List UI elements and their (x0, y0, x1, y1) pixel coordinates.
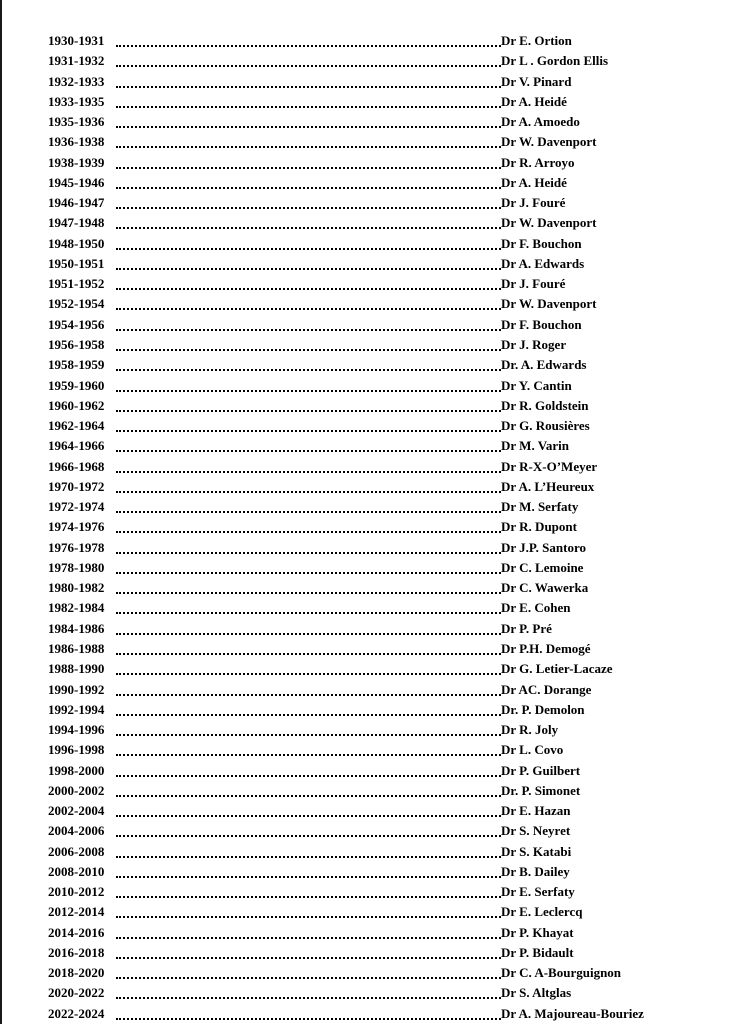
term-years: 1996-1998 (48, 742, 105, 758)
dot-leader (116, 977, 501, 979)
list-item (48, 213, 688, 233)
list-item (48, 132, 688, 152)
term-years: 1935-1936 (48, 114, 105, 130)
president-name: Dr P. Khayat (501, 924, 574, 940)
list-item (48, 254, 688, 274)
list-item (48, 436, 688, 456)
president-name: Dr A. L’Heureux (501, 478, 595, 494)
dot-leader (116, 65, 501, 67)
president-name: Dr R. Arroyo (501, 154, 575, 170)
term-years: 2018-2020 (48, 965, 105, 981)
term-years: 1966-1968 (48, 458, 105, 474)
president-name: Dr C. Wawerka (501, 580, 589, 596)
term-years: 1986-1988 (48, 640, 105, 656)
term-years: 1958-1959 (48, 357, 105, 373)
president-name: Dr R. Joly (501, 722, 559, 738)
list-item (48, 842, 688, 862)
term-years: 2006-2008 (48, 843, 105, 859)
term-years: 1960-1962 (48, 397, 105, 413)
dot-leader (116, 572, 501, 574)
president-name: Dr R-X-O’Meyer (501, 458, 598, 474)
list-item (48, 963, 688, 983)
list-item (48, 51, 688, 71)
president-name: Dr L . Gordon Ellis (501, 53, 609, 69)
term-years: 1974-1976 (48, 519, 105, 535)
list-item (48, 862, 688, 882)
dot-leader (116, 126, 501, 128)
list-item (48, 639, 688, 659)
dot-leader (116, 997, 501, 999)
term-years: 1947-1948 (48, 215, 105, 231)
dot-leader (116, 410, 501, 412)
term-years: 1998-2000 (48, 762, 105, 778)
list-item (48, 882, 688, 902)
list-item (48, 355, 688, 375)
president-name: Dr R. Goldstein (501, 397, 589, 413)
term-years: 2004-2006 (48, 823, 105, 839)
list-item (48, 598, 688, 618)
president-name: Dr W. Davenport (501, 215, 597, 231)
list-item (48, 294, 688, 314)
president-name: Dr A. Amoedo (501, 114, 580, 130)
list-item (48, 517, 688, 537)
dot-leader (116, 45, 501, 47)
president-name: Dr E. Leclercq (501, 904, 583, 920)
list-item (48, 801, 688, 821)
president-name: Dr. A. Edwards (501, 357, 587, 373)
term-years: 1990-1992 (48, 681, 105, 697)
list-item (48, 943, 688, 963)
president-name: Dr A. Majoureau-Bouriez (501, 1005, 644, 1021)
president-name: Dr M. Serfaty (501, 499, 579, 515)
term-years: 1954-1956 (48, 316, 105, 332)
dot-leader (116, 795, 501, 797)
term-years: 1930-1931 (48, 33, 105, 48)
dot-leader (116, 835, 501, 837)
list-item (48, 92, 688, 112)
dot-leader (116, 450, 501, 452)
list-item (48, 477, 688, 497)
list-item (48, 72, 688, 92)
term-years: 1948-1950 (48, 235, 105, 251)
dot-leader (116, 288, 501, 290)
term-years: 1994-1996 (48, 722, 105, 738)
president-name: Dr S. Altglas (501, 985, 572, 1001)
president-name: Dr J. Roger (501, 336, 567, 352)
term-years: 1959-1960 (48, 377, 105, 393)
list-item (48, 821, 688, 841)
term-years: 2008-2010 (48, 863, 105, 879)
list-item (48, 193, 688, 213)
dot-leader (116, 207, 501, 209)
dot-leader (116, 390, 501, 392)
list-item (48, 558, 688, 578)
list-item (48, 234, 688, 254)
president-name: Dr AC. Dorange (501, 681, 592, 697)
dot-leader (116, 268, 501, 270)
president-name: Dr W. Davenport (501, 134, 597, 150)
dot-leader (116, 957, 501, 959)
list-item (48, 457, 688, 477)
list-item (48, 680, 688, 700)
list-item (48, 497, 688, 517)
term-years: 1980-1982 (48, 580, 105, 596)
president-name: Dr P. Bidault (501, 944, 574, 960)
president-name: Dr C. Lemoine (501, 559, 584, 575)
president-name: Dr S. Katabi (501, 843, 572, 859)
president-name: Dr E. Hazan (501, 803, 571, 819)
term-years: 1946-1947 (48, 195, 105, 211)
list-item (48, 112, 688, 132)
dot-leader (116, 349, 501, 351)
term-years: 1992-1994 (48, 701, 105, 717)
term-years: 1950-1951 (48, 255, 105, 271)
president-name: Dr W. Davenport (501, 296, 597, 312)
term-years: 1976-1978 (48, 539, 105, 555)
term-years: 1964-1966 (48, 438, 105, 454)
president-name: Dr J. Fouré (501, 276, 566, 292)
president-name: Dr P. Guilbert (501, 762, 581, 778)
term-years: 2014-2016 (48, 924, 105, 940)
term-years: 1945-1946 (48, 174, 105, 190)
term-years: 2016-2018 (48, 944, 105, 960)
dot-leader (116, 248, 501, 250)
list-item (48, 740, 688, 760)
president-name: Dr F. Bouchon (501, 235, 582, 251)
list-item (48, 700, 688, 720)
term-years: 1933-1935 (48, 93, 105, 109)
term-years: 1938-1939 (48, 154, 105, 170)
list-item (48, 1004, 688, 1024)
dot-leader (116, 471, 501, 473)
presidents-list (48, 31, 688, 1024)
dot-leader (116, 775, 501, 777)
list-item (48, 396, 688, 416)
list-item (48, 376, 688, 396)
president-name: Dr A. Edwards (501, 255, 585, 271)
dot-leader (116, 714, 501, 716)
dot-leader (116, 896, 501, 898)
dot-leader (116, 552, 501, 554)
president-name: Dr P. Pré (501, 620, 552, 636)
term-years: 1962-1964 (48, 418, 105, 434)
list-item (48, 720, 688, 740)
term-years: 2012-2014 (48, 904, 105, 920)
term-years: 1952-1954 (48, 296, 105, 312)
dot-leader (116, 511, 501, 513)
president-name: Dr G. Rousières (501, 418, 590, 434)
president-name: Dr A. Heidé (501, 93, 567, 109)
dot-leader (116, 430, 501, 432)
president-name: Dr B. Dailey (501, 863, 570, 879)
list-item (48, 315, 688, 335)
dot-leader (116, 1018, 501, 1020)
dot-leader (116, 754, 501, 756)
president-name: Dr. P. Demolon (501, 701, 585, 717)
list-item (48, 274, 688, 294)
dot-leader (116, 308, 501, 310)
term-years: 1984-1986 (48, 620, 105, 636)
president-name: Dr Y. Cantin (501, 377, 572, 393)
dot-leader (116, 227, 501, 229)
dot-leader (116, 329, 501, 331)
list-item (48, 173, 688, 193)
president-name: Dr A. Heidé (501, 174, 567, 190)
term-years: 1951-1952 (48, 276, 105, 292)
page-left-border (0, 0, 2, 1024)
dot-leader (116, 653, 501, 655)
dot-leader (116, 146, 501, 148)
dot-leader (116, 937, 501, 939)
president-name: Dr C. A-Bourguignon (501, 965, 622, 981)
term-years: 1972-1974 (48, 499, 105, 515)
dot-leader (116, 856, 501, 858)
dot-leader (116, 592, 501, 594)
list-item (48, 902, 688, 922)
term-years: 1956-1958 (48, 336, 105, 352)
list-item (48, 619, 688, 639)
president-name: Dr V. Pinard (501, 73, 572, 89)
president-name: Dr R. Dupont (501, 519, 577, 535)
term-years: 1982-1984 (48, 600, 105, 616)
dot-leader (116, 369, 501, 371)
term-years: 1931-1932 (48, 53, 105, 69)
dot-leader (116, 633, 501, 635)
term-years: 2000-2002 (48, 782, 105, 798)
dot-leader (116, 876, 501, 878)
president-name: Dr E. Ortion (501, 33, 572, 48)
president-name: Dr S. Neyret (501, 823, 571, 839)
president-name: Dr F. Bouchon (501, 316, 582, 332)
term-years: 1988-1990 (48, 661, 105, 677)
dot-leader (116, 187, 501, 189)
term-years: 1936-1938 (48, 134, 105, 150)
list-item (48, 923, 688, 943)
president-name: Dr J. Fouré (501, 195, 566, 211)
dot-leader (116, 531, 501, 533)
dot-leader (116, 86, 501, 88)
term-years: 2010-2012 (48, 884, 105, 900)
list-item (48, 153, 688, 173)
president-name: Dr G. Letier-Lacaze (501, 661, 613, 677)
term-years: 1970-1972 (48, 478, 105, 494)
dot-leader (116, 734, 501, 736)
president-name: Dr J.P. Santoro (501, 539, 586, 555)
list-item (48, 578, 688, 598)
dot-leader (116, 612, 501, 614)
dot-leader (116, 106, 501, 108)
list-item (48, 761, 688, 781)
dot-leader (116, 815, 501, 817)
term-years: 1932-1933 (48, 73, 105, 89)
president-name: Dr. P. Simonet (501, 782, 581, 798)
dot-leader (116, 491, 501, 493)
list-item (48, 31, 688, 51)
list-item (48, 335, 688, 355)
list-item (48, 983, 688, 1003)
dot-leader (116, 167, 501, 169)
term-years: 2022-2024 (48, 1005, 105, 1021)
president-name: Dr L. Covo (501, 742, 564, 758)
dot-leader (116, 673, 501, 675)
president-name: Dr P.H. Demogé (501, 640, 591, 656)
term-years: 1978-1980 (48, 559, 105, 575)
dot-leader (116, 916, 501, 918)
list-item (48, 538, 688, 558)
list-item (48, 781, 688, 801)
president-name: Dr E. Cohen (501, 600, 571, 616)
president-name: Dr M. Varin (501, 438, 570, 454)
term-years: 2002-2004 (48, 803, 105, 819)
list-item (48, 416, 688, 436)
term-years: 2020-2022 (48, 985, 105, 1001)
president-name: Dr E. Serfaty (501, 884, 575, 900)
dot-leader (116, 694, 501, 696)
list-item (48, 659, 688, 679)
